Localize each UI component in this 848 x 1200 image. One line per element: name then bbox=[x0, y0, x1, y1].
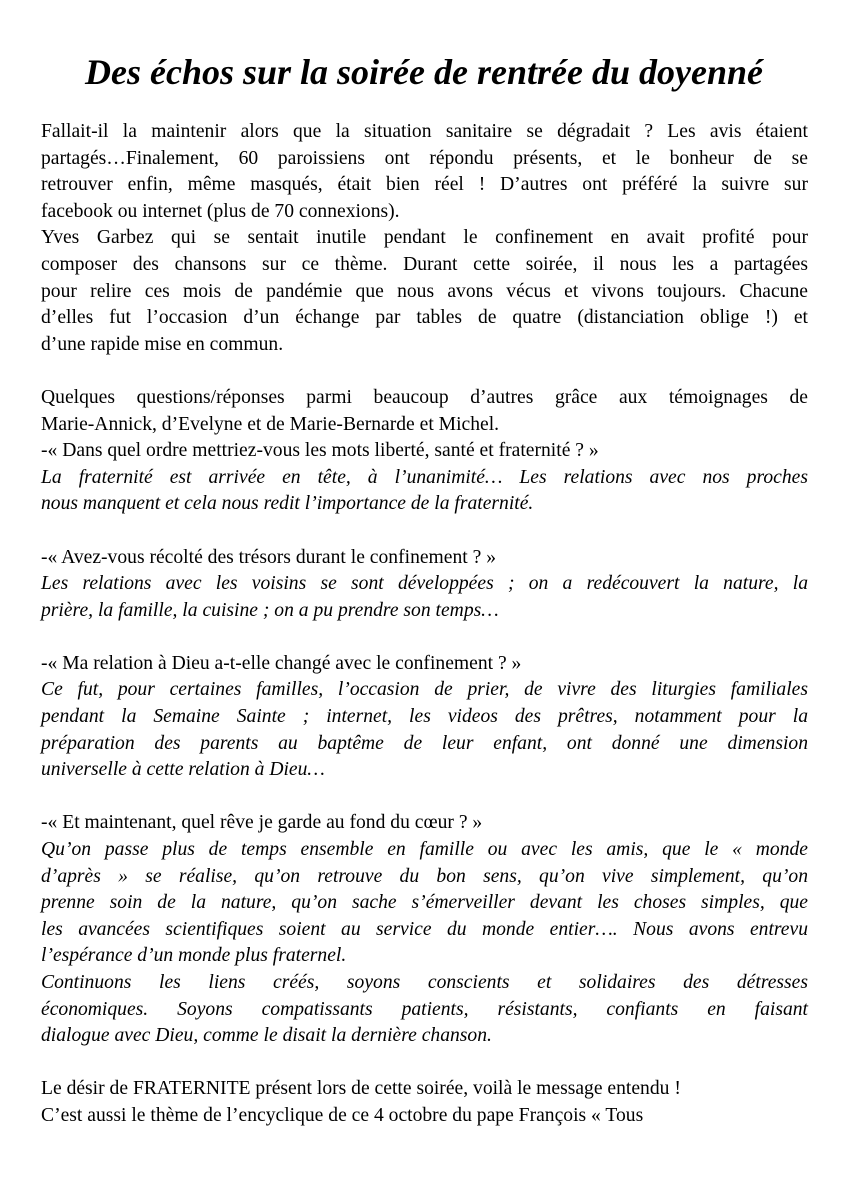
text-line: d’une rapide mise en commun. bbox=[41, 333, 284, 355]
text-line: retrouver enfin, même masqués, était bien réel ! D’autres ont préféré la suivre sur bbox=[41, 174, 808, 196]
text-line: -« Avez-vous récolté des trésors durant le confinement ? » bbox=[41, 546, 497, 568]
text-line: -« Et maintenant, quel rêve je garde au fond du cœur ? » bbox=[41, 812, 483, 834]
text-line: économiques. Soyons compatissants patients, résistants, confiants en faisant bbox=[41, 998, 808, 1020]
text-line: C’est aussi le thème de l’encyclique de ce 4 octobre du pape François « Tous bbox=[41, 1104, 644, 1126]
text-line: Fallait-il la maintenir alors que la situation sanitaire se dégradait ? Les avis étaient bbox=[41, 121, 808, 142]
text-line: d’après » se réalise, qu’on retrouve du bon sens, qu’on vive simplement, qu’on bbox=[41, 865, 808, 887]
paragraph-spacer bbox=[41, 358, 808, 385]
text-line: l’espérance d’un monde plus fraternel. bbox=[41, 945, 347, 967]
text-line: Quelques questions/réponses parmi beaucoup d’autres grâce aux témoignages de bbox=[41, 386, 808, 408]
text-line: facebook ou internet (plus de 70 connexions). bbox=[41, 200, 400, 222]
text-line: -« Ma relation à Dieu a-t-elle changé avec le confinement ? » bbox=[41, 652, 522, 674]
text-line: Marie-Annick, d’Evelyne et de Marie-Bernarde et Michel. bbox=[41, 413, 500, 435]
text-line: Le désir de FRATERNITE présent lors de cette soirée, voilà le message entendu ! bbox=[41, 1078, 681, 1100]
paragraph-spacer bbox=[41, 1050, 808, 1077]
text-line: Continuons les liens créés, soyons conscients et solidaires des détresses bbox=[41, 972, 808, 993]
page-title: Des échos sur la soirée de rentrée du doyenné bbox=[85, 52, 763, 92]
text-line: composer des chansons sur ce thème. Durant cette soirée, il nous les a partagées bbox=[41, 253, 808, 275]
text-line: La fraternité est arrivée en tête, à l’unanimité… Les relations avec nos proches bbox=[41, 466, 808, 488]
text-line: Les relations avec les voisins se sont développées ; on a redécouvert la nature, la bbox=[41, 573, 808, 595]
text-line: Yves Garbez qui se sentait inutile pendant le confinement en avait profité pour bbox=[41, 227, 808, 249]
text-line: d’elles fut l’occasion d’un échange par tables de quatre (distanciation oblige !) et bbox=[41, 307, 808, 329]
text-line: Ce fut, pour certaines familles, l’occasion de prier, de vivre des liturgies familiales bbox=[41, 679, 808, 701]
paragraph-spacer bbox=[41, 518, 808, 545]
text-line: dialogue avec Dieu, comme le disait la dernière chanson. bbox=[41, 1025, 492, 1047]
text-line: partagés…Finalement, 60 paroissiens ont répondu présents, et le bonheur de se bbox=[41, 147, 808, 169]
paragraph-spacer bbox=[41, 784, 808, 811]
text-line: les avancées scientifiques soient au service du monde entier…. Nous avons entrevu bbox=[41, 918, 808, 940]
paragraph-spacer bbox=[41, 624, 808, 651]
text-line: préparation des parents au baptême de leur enfant, ont donné une dimension bbox=[41, 732, 808, 754]
text-line: universelle à cette relation à Dieu… bbox=[41, 759, 325, 781]
text-line: pendant la Semaine Sainte ; internet, les videos des prêtres, notamment pour la bbox=[41, 706, 808, 728]
text-line: -« Dans quel ordre mettriez-vous les mots liberté, santé et fraternité ? » bbox=[41, 440, 599, 462]
text-line: Qu’on passe plus de temps ensemble en famille ou avec les amis, que le « monde bbox=[41, 839, 808, 861]
text-line: nous manquent et cela nous redit l’importance de la fraternité. bbox=[41, 493, 534, 515]
text-line: prenne soin de la nature, qu’on sache s’émerveiller devant les choses simples, que bbox=[41, 892, 808, 914]
text-line: pour relire ces mois de pandémie que nous avons vécus et vivons toujours. Chacune bbox=[41, 280, 808, 302]
article-body bbox=[41, 119, 808, 1130]
text-line: prière, la famille, la cuisine ; on a pu prendre son temps… bbox=[41, 599, 499, 621]
